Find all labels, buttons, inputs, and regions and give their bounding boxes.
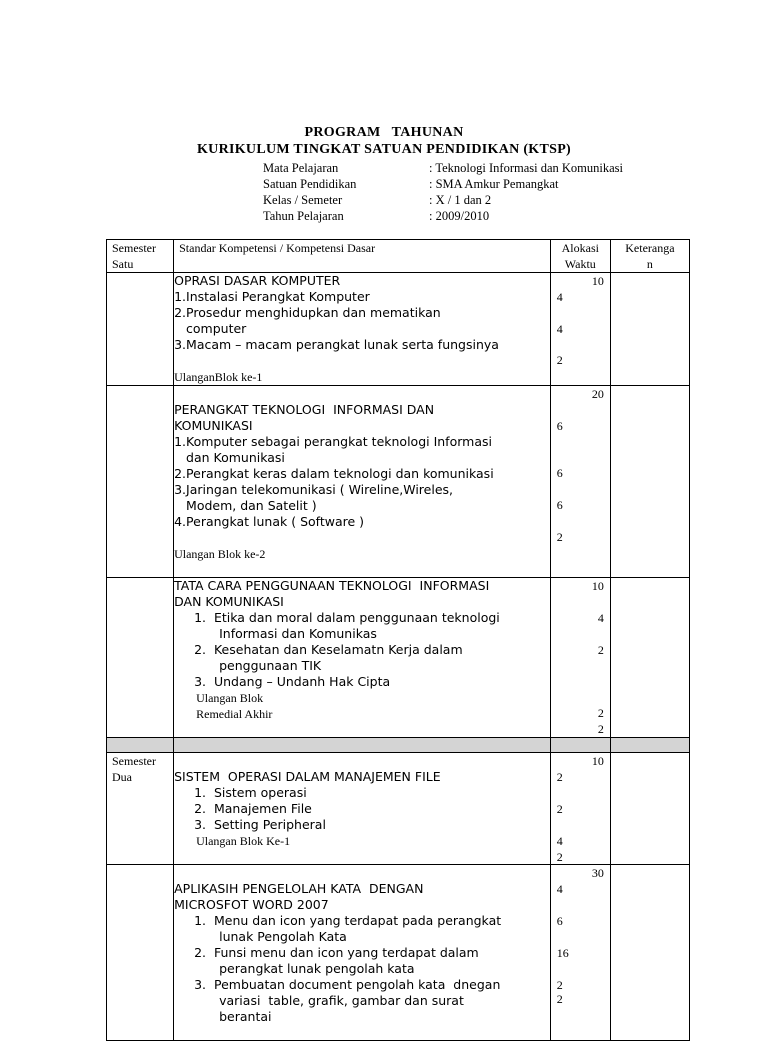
meta-label: Satuan Pendidikan bbox=[263, 177, 357, 191]
alloc-value: 2 bbox=[556, 530, 563, 544]
competency-item: 2.Perangkat keras dalam teknologi dan komunikasi bbox=[174, 466, 494, 481]
semester-label: Semester bbox=[112, 754, 156, 768]
spacer bbox=[174, 530, 550, 546]
alloc-value: 2 bbox=[556, 850, 563, 864]
ulangan-blok: Ulangan Blok Ke-1 bbox=[196, 834, 291, 848]
table-row bbox=[107, 753, 690, 865]
competency-item: 3.Macam – macam perangkat lunak serta fungsinya bbox=[174, 337, 499, 352]
alloc-value: 6 bbox=[556, 914, 563, 928]
table-row bbox=[107, 865, 690, 1041]
competency-item: computer bbox=[174, 321, 247, 336]
competency-item: 1. Sistem operasi bbox=[194, 785, 307, 800]
competency-heading: TATA CARA PENGGUNAAN TEKNOLOGI INFORMASI bbox=[174, 578, 490, 593]
meta-value: : SMA Amkur Pemangkat bbox=[429, 177, 559, 191]
competency-item: 3. Setting Peripheral bbox=[194, 817, 326, 832]
semester-cell bbox=[107, 753, 174, 865]
ulangan-blok: UlanganBlok ke-1 bbox=[174, 370, 263, 384]
alloc-total: 10 bbox=[591, 754, 604, 768]
competency-item: 2.Prosedur menghidupkan dan mematikan bbox=[174, 305, 441, 320]
competency-cell bbox=[174, 273, 551, 386]
alloc-value: 2 bbox=[597, 706, 604, 720]
header-standar-kompetensi: Standar Kompetensi / Kompetensi Dasar bbox=[174, 240, 551, 273]
alloc-total: 20 bbox=[591, 387, 604, 401]
competency-heading: SISTEM OPERASI DALAM MANAJEMEN FILE bbox=[174, 769, 441, 784]
competency-item: penggunaan TIK bbox=[219, 658, 322, 673]
competency-item: variasi table, grafik, gambar dan surat bbox=[219, 993, 464, 1008]
competency-item: 2. Manajemen File bbox=[194, 801, 312, 816]
meta-row-satuan-pendidikan bbox=[263, 176, 623, 192]
alloc-value: 2 bbox=[597, 722, 604, 736]
competency-item: 1.Komputer sebagai perangkat teknologi Informasi bbox=[174, 434, 492, 449]
competency-item: 3. Undang – Undanh Hak Cipta bbox=[194, 674, 391, 689]
alloc-value: 2 bbox=[556, 802, 563, 816]
spacer bbox=[174, 753, 550, 769]
alloc-cell bbox=[550, 273, 610, 386]
keterangan-cell bbox=[610, 578, 689, 738]
competency-item: berantai bbox=[219, 1009, 272, 1024]
alloc-cell bbox=[550, 753, 610, 865]
competency-heading: KOMUNIKASI bbox=[174, 418, 253, 433]
ulangan-blok: Ulangan Blok bbox=[196, 691, 264, 705]
alloc-value: 16 bbox=[556, 946, 569, 960]
alloc-value: 2 bbox=[556, 770, 563, 784]
meta-value: : 2009/2010 bbox=[429, 209, 490, 223]
alloc-value: 6 bbox=[556, 466, 563, 480]
competency-item: 1. Menu dan icon yang terdapat pada perangkat bbox=[194, 913, 502, 928]
competency-heading: PERANGKAT TEKNOLOGI INFORMASI DAN bbox=[174, 402, 435, 417]
alloc-value: 4 bbox=[556, 290, 563, 304]
alloc-value: 2 bbox=[556, 992, 563, 1006]
competency-item: perangkat lunak pengolah kata bbox=[219, 961, 415, 976]
divider-cell bbox=[610, 738, 689, 753]
meta-row-mata-pelajaran bbox=[263, 160, 623, 176]
divider-cell bbox=[550, 738, 610, 753]
program-table bbox=[106, 239, 690, 1041]
competency-item: Modem, dan Satelit ) bbox=[174, 498, 317, 513]
keterangan-cell bbox=[610, 865, 689, 1041]
alloc-cell bbox=[550, 578, 610, 738]
competency-heading: MICROSFOT WORD 2007 bbox=[174, 897, 329, 912]
competency-item: 2. Funsi menu dan icon yang terdapat dalam bbox=[194, 945, 479, 960]
meta-label: Kelas / Semeter bbox=[263, 193, 343, 207]
alloc-total: 30 bbox=[591, 866, 604, 880]
header-line: Waktu bbox=[564, 257, 596, 271]
table-header-row bbox=[107, 240, 690, 273]
keterangan-cell bbox=[610, 753, 689, 865]
competency-cell bbox=[174, 753, 551, 865]
meta-value: : Teknologi Informasi dan Komunikasi bbox=[429, 161, 624, 175]
alloc-value: 2 bbox=[556, 353, 563, 367]
meta-value: : X / 1 dan 2 bbox=[429, 193, 492, 207]
competency-cell bbox=[174, 865, 551, 1041]
table-row bbox=[107, 273, 690, 386]
competency-item: dan Komunikasi bbox=[174, 450, 285, 465]
page-subtitle: KURIKULUM TINGKAT SATUAN PENDIDIKAN (KTSP) bbox=[196, 142, 572, 157]
competency-heading: DAN KOMUNIKASI bbox=[174, 594, 284, 609]
meta-row-tahun-pelajaran bbox=[263, 208, 623, 224]
keterangan-cell bbox=[610, 273, 689, 386]
alloc-value: 6 bbox=[556, 419, 563, 433]
competency-item: Informasi dan Komunikas bbox=[219, 626, 377, 641]
semester-divider-row bbox=[107, 738, 690, 753]
alloc-value: 2 bbox=[597, 643, 604, 657]
header-alokasi-waktu bbox=[550, 240, 610, 273]
meta-label: Mata Pelajaran bbox=[263, 161, 339, 175]
divider-cell bbox=[174, 738, 551, 753]
header-semester bbox=[107, 240, 174, 273]
spacer bbox=[174, 386, 550, 402]
document-meta bbox=[263, 160, 623, 224]
header-keterangan bbox=[610, 240, 689, 273]
alloc-total: 10 bbox=[591, 274, 604, 288]
header-line: Keteranga bbox=[625, 241, 675, 255]
header-line: Alokasi bbox=[561, 241, 599, 255]
competency-item: lunak Pengolah Kata bbox=[219, 929, 347, 944]
alloc-cell bbox=[550, 386, 610, 578]
competency-item: 3. Pembuatan document pengolah kata dnegan bbox=[194, 977, 501, 992]
ulangan-blok: Ulangan Blok ke-2 bbox=[174, 547, 266, 561]
remedial-akhir: Remedial Akhir bbox=[196, 707, 273, 721]
alloc-value: 4 bbox=[556, 882, 563, 896]
header-line: n bbox=[646, 257, 653, 271]
competency-item: 3.Jaringan telekomunikasi ( Wireline,Wireles, bbox=[174, 482, 453, 497]
alloc-total: 10 bbox=[591, 579, 604, 593]
competency-item: 2. Kesehatan dan Keselamatn Kerja dalam bbox=[194, 642, 463, 657]
competency-heading: OPRASI DASAR KOMPUTER bbox=[174, 273, 341, 288]
table-row bbox=[107, 386, 690, 578]
meta-row-kelas-semester bbox=[263, 192, 623, 208]
semester-label: Dua bbox=[112, 770, 132, 784]
competency-item: 1.Instalasi Perangkat Komputer bbox=[174, 289, 370, 304]
spacer bbox=[174, 353, 550, 369]
competency-item: 4.Perangkat lunak ( Software ) bbox=[174, 514, 365, 529]
alloc-value: 2 bbox=[556, 978, 563, 992]
meta-label: Tahun Pelajaran bbox=[263, 209, 344, 223]
alloc-cell bbox=[550, 865, 610, 1041]
competency-item: 1. Etika dan moral dalam penggunaan teknologi bbox=[194, 610, 500, 625]
competency-cell bbox=[174, 578, 551, 738]
header-line: Satu bbox=[112, 257, 134, 271]
divider-cell bbox=[107, 738, 174, 753]
competency-cell bbox=[174, 386, 551, 578]
spacer bbox=[174, 865, 550, 881]
alloc-value: 6 bbox=[556, 498, 563, 512]
table-row bbox=[107, 578, 690, 738]
header-line: Semester bbox=[112, 241, 156, 255]
keterangan-cell bbox=[610, 386, 689, 578]
semester-cell bbox=[107, 386, 174, 578]
semester-cell bbox=[107, 273, 174, 386]
alloc-value: 4 bbox=[597, 611, 604, 625]
competency-heading: APLIKASIH PENGELOLAH KATA DENGAN bbox=[174, 881, 424, 896]
semester-cell bbox=[107, 865, 174, 1041]
alloc-value: 4 bbox=[556, 834, 563, 848]
alloc-value: 4 bbox=[556, 322, 563, 336]
page-title: PROGRAM TAHUNAN bbox=[304, 125, 464, 140]
semester-cell bbox=[107, 578, 174, 738]
